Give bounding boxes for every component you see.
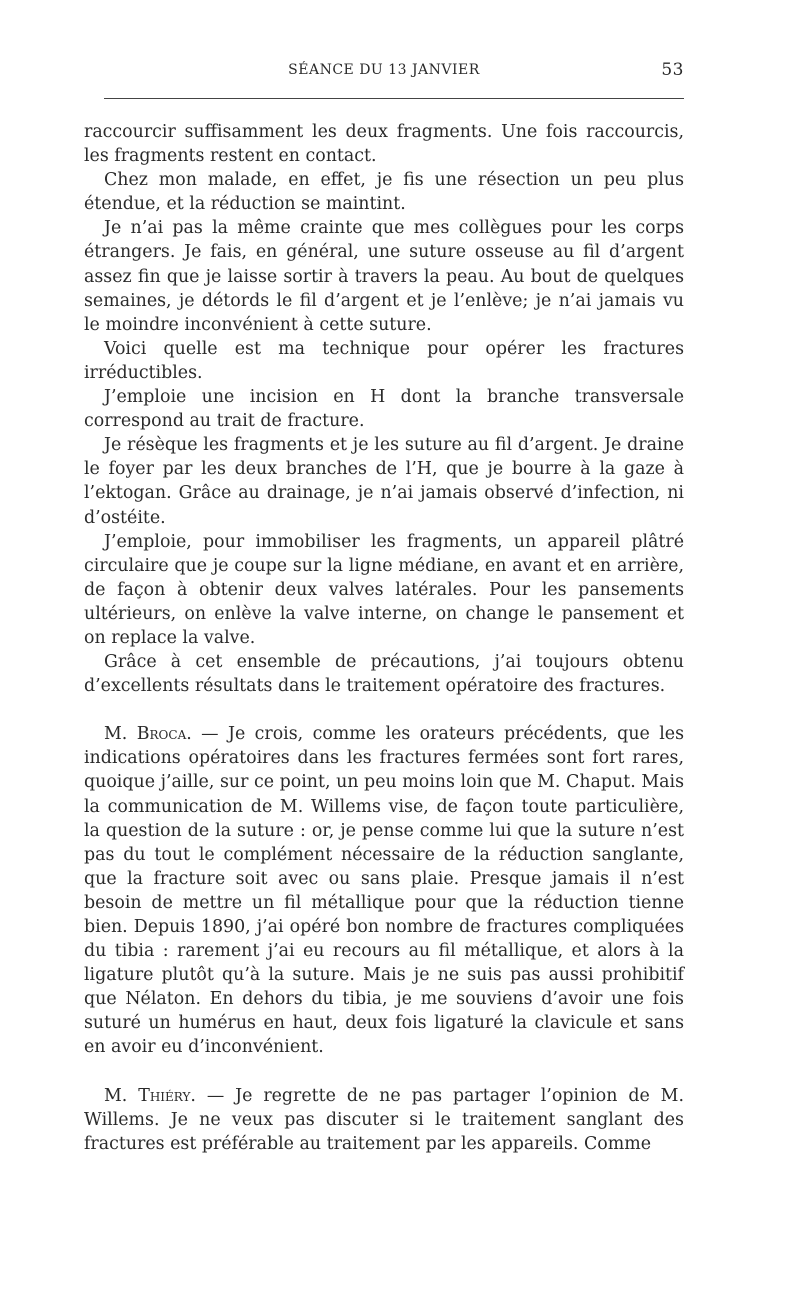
paragraph: Voici quelle est ma technique pour opérer les fractures irréductibles. bbox=[84, 338, 684, 383]
paragraph-continuation: raccourcir suffisamment les deux fragments. Une fois raccourcis, les fragments restent en contact. bbox=[84, 122, 684, 167]
speaker-text: — Je crois, comme les orateurs précédents, que les indications opératoires dans les fractures fermées sont fort rares, quoique j’aille, sur ce point, un peu moins loin que M. Chaput. Mais la communication de M. Willems vise, de façon toute particulière, la question de la suture : or, je pense comme lui que la suture n’est pas du tout le complément nécessaire de la réduction sanglante, que la fracture soit avec ou sans plaie. Presque jamais il n’est besoin de mettre un fil métallique pour que la réduction tienne bien. Depuis 1890, j’ai opéré bon nombre de fractures compliquées du tibia : rarement j’ai eu recours au fil métallique, et alors à la ligature plutôt qu’à la suture. Mais je ne suis pas aussi prohibitif que Nélaton. En dehors du tibia, je me souviens d’avoir une fois suturé un humérus en haut, deux fois ligaturé la clavicule et sans en avoir eu d’inconvénient. bbox=[84, 724, 684, 1058]
running-header bbox=[84, 58, 684, 86]
speaker-paragraph-thiery bbox=[84, 1084, 684, 1156]
header-rule bbox=[104, 98, 684, 99]
paragraph: Chez mon malade, en effet, je fis une résection un peu plus étendue, et la réduction se maintint. bbox=[84, 170, 684, 215]
running-title: SÉANCE DU 13 JANVIER bbox=[288, 62, 480, 78]
paragraph: J’emploie, pour immobiliser les fragments, un appareil plâtré circulaire que je coupe sur la ligne médiane, en avant et en arrière, de façon à obtenir deux valves latérales. Pour les pansements ultérieurs, on enlève la valve interne, on change le pansement et on replace la valve. bbox=[84, 531, 684, 648]
section-gap bbox=[84, 1060, 684, 1084]
body-text bbox=[84, 120, 684, 1156]
paragraph: Je résèque les fragments et je les suture au fil d’argent. Je draine le foyer par les deux branches de l’H, que je bourre à la gaze à l’ektogan. Grâce au drainage, je n’ai jamais observé d’infection, ni d’ostéite. bbox=[84, 435, 684, 528]
speaker-name: M. Thiéry. bbox=[104, 1085, 196, 1106]
page-number: 53 bbox=[661, 60, 684, 80]
page bbox=[84, 58, 684, 1154]
speaker-name: M. Broca. bbox=[104, 724, 192, 745]
section-gap bbox=[84, 698, 684, 722]
speaker-text: — Je regrette de ne pas partager l’opinion de M. Willems. Je ne veux pas discuter si le traitement sanglant des fractures est préférable au traitement par les appareils. Comme bbox=[84, 1085, 684, 1154]
paragraph: Grâce à cet ensemble de précautions, j’ai toujours obtenu d’excellents résultats dans le traitement opératoire des fractures. bbox=[84, 652, 684, 697]
paragraph: J’emploie une incision en H dont la branche transversale correspond au trait de fracture. bbox=[84, 387, 684, 432]
paragraph: Je n’ai pas la même crainte que mes collègues pour les corps étrangers. Je fais, en général, une suture osseuse au fil d’argent assez fin que je laisse sortir à travers la peau. Au bout de quelques semaines, je détords le fil d’argent et je l’enlève; je n’ai jamais vu le moindre inconvénient à cette suture. bbox=[84, 218, 684, 335]
speaker-paragraph-broca bbox=[84, 722, 684, 1059]
